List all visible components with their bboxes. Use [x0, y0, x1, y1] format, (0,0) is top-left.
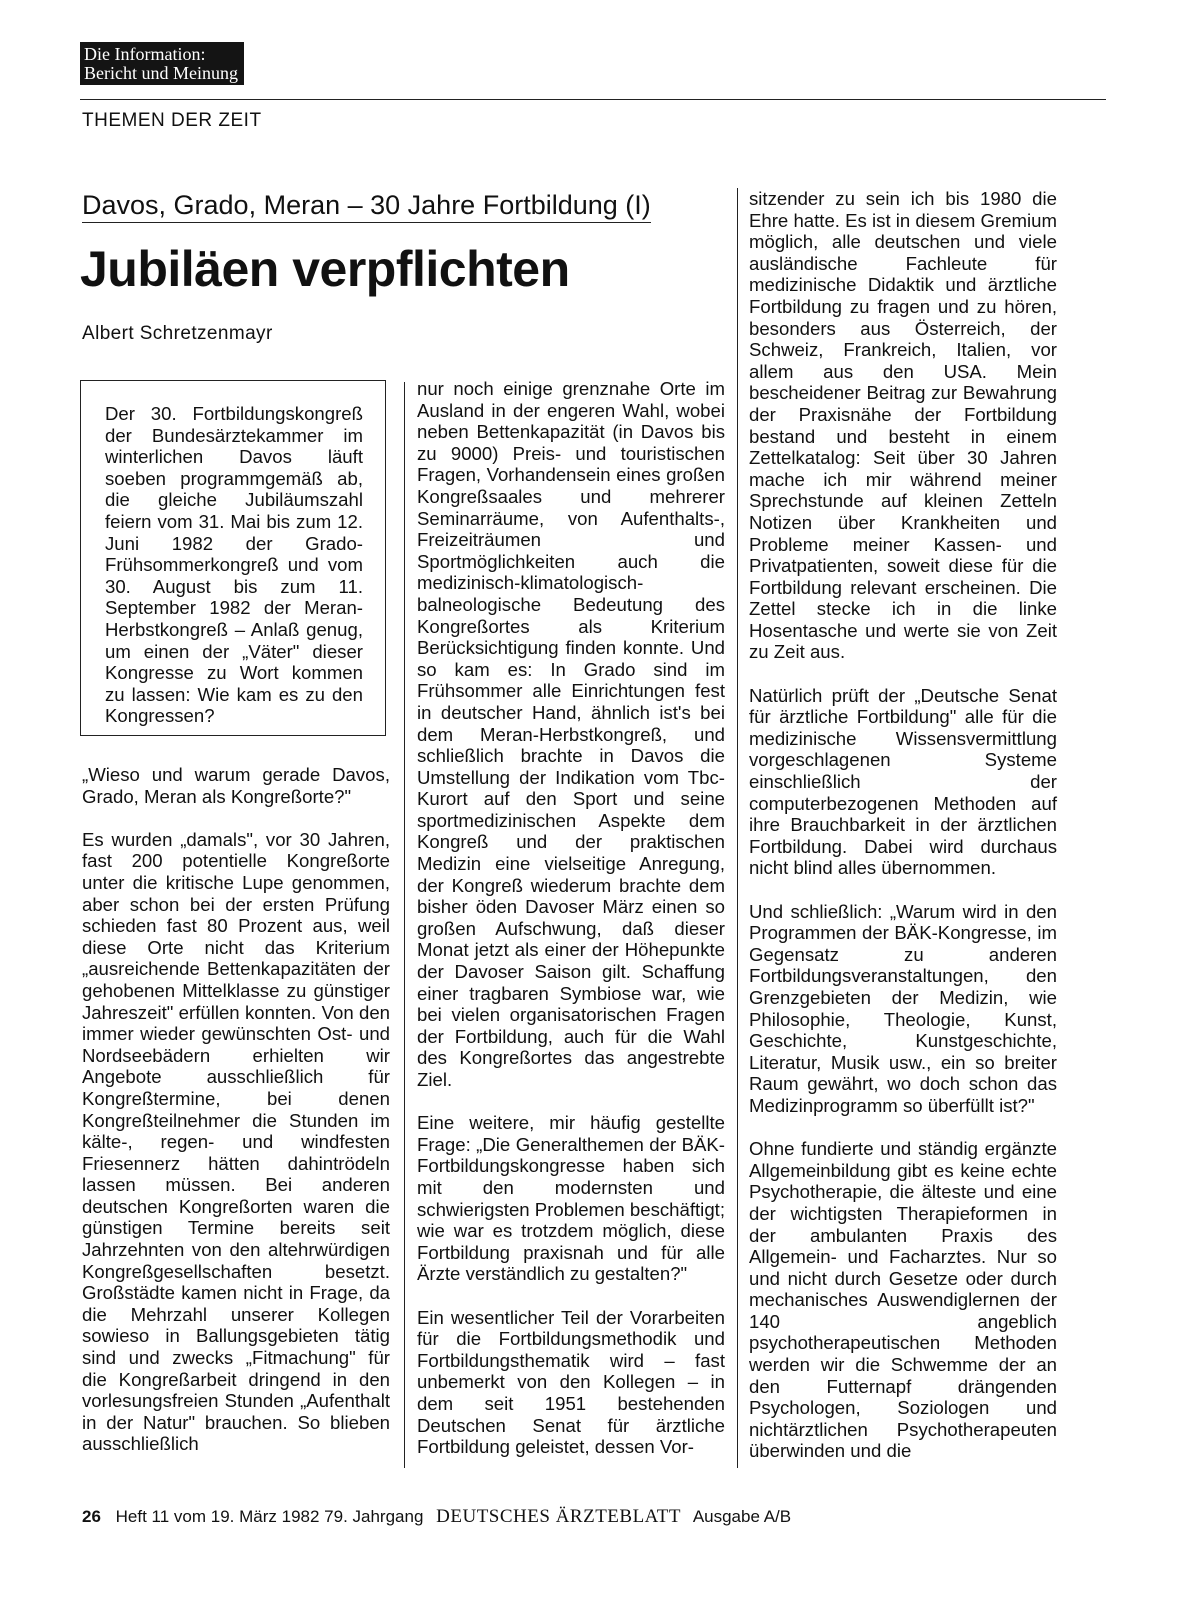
paragraph: Es wurden „damals", vor 30 Jahren, fast 200 potentielle Kongreßorte unter die kritische Lupe genommen, aber schon bei der ersten Prüfung schieden fast 80 Prozent aus, weil diese Orte nicht das Kriterium „ausreichende Bettenkapazitäten der gehobenen Mittelklasse zu günstiger Jahreszeit" erfüllen konnten. Von den immer wieder gewünschten Ost- und Nordseebädern erhielten wir Angebote ausschließlich für Kongreßtermine, bei denen Kongreßteilnehmer die Stunden im kälte-, regen- und windfesten Friesennerz hätten dahintrödeln lassen müssen. Bei anderen deutschen Kongreßorten waren die günstigen Termine bereits seit Jahrzehnten von den altehrwürdigen Kongreßgesellschaften besetzt. Großstädte kamen nicht in Frage, da die Mehrzahl unserer Kollegen sowieso in Ballungsgebieten tätig sind und zwecks „Fitmachung" für die Kongreßarbeit dringend in den vorlesungsfreien Stunden „Aufenthalt in der Natur" brauchen. So blieben ausschließlich	[82, 828, 390, 1455]
headline: Jubiläen verpflichten	[80, 241, 570, 297]
paragraph: „Wieso und warum gerade Davos, Grado, Meran als Kongreßorte?"	[82, 764, 390, 807]
rubric: THEMEN DER ZEIT	[82, 110, 262, 131]
column-2	[417, 378, 725, 1479]
paragraph: nur noch einige grenznahe Orte im Ausland in der engeren Wahl, wobei neben Bettenkapazität (in Davos bis zu 9000) Preis- und touristischen Fragen, Vorhandensein eines großen Kongreßsaales und mehrerer Seminarräume, von Aufenthalts-, Freizeiträumen und Sportmöglichkeiten auch die medizinisch-klimatologisch-balneologische Bedeutung des Kongreßortes als Kriterium Berücksichtigung finden konnte. Und so kam es: In Grado sind im Frühsommer alle Einrichtungen fest in deutscher Hand, ähnlich ist's bei dem Meran-Herbstkongreß, und schließlich brachte in Davos die Umstellung der Indikation vom Tbc-Kurort auf den Sport und seine sportmedizinischen Aspekte dem Kongreß und der praktischen Medizin eine vielseitige Anregung, der Kongreß wiederum brachte dem bisher öden Davoser März einen so großen Aufschwung, daß dieser Monat jetzt als einer der Höhepunkte der Davoser Saison gilt. Schaffung einer tragbaren Symbiose war, wie bei vielen organisatorischen Fragen der Fortbildung, auch für die Wahl des Kongreßortes das angestrebte Ziel.	[417, 378, 725, 1090]
paragraph: Ohne fundierte und ständig ergänzte Allgemeinbildung gibt es keine echte Psychotherapie, die älteste und eine der wichtigsten Therapieformen in der ambulanten Praxis des Allgemein- und Facharztes. Nur so und nicht durch Gesetze oder durch mechanisches Auswendiglernen der 140 angeblich psychotherapeutischen Methoden werden wir die Schwemme der an den Futternapf drängenden Psychologen, Soziologen und nichtärztlichen Psychotherapeuten überwinden und die	[749, 1138, 1057, 1462]
edition: Ausgabe A/B	[692, 1507, 792, 1526]
paragraph: sitzender zu sein ich bis 1980 die Ehre hatte. Es ist in diesem Gremium möglich, alle deutschen und viele ausländische Fachleute für medizinische Didaktik und ärztliche Fortbildung zu fragen und zu hören, besonders aus Österreich, der Schweiz, Frankreich, Italien, vor allem aus den USA. Mein bescheidener Beitrag zur Bewahrung der Praxisnähe der Fortbildung bestand und besteht in einem Zettelkatalog: Seit über 30 Jahren mache ich mir während meiner Sprechstunde auf kleinen Zetteln Notizen über Krankheiten und Probleme meiner Kassen- und Privatpatienten, soweit diese für die Fortbildung relevant erscheinen. Die Zettel stecke ich in die linke Hosentasche und werte sie von Zeit zu Zeit aus.	[749, 188, 1057, 663]
section-label-line-2: Bericht und Meinung	[84, 63, 238, 83]
lead-text: Der 30. Fortbildungskongreß der Bundesärztekammer im winterlichen Davos läuft soeben programmgemäß ab, die gleiche Jubiläumszahl feiern vom 31. Mai bis zum 12. Juni 1982 der Grado-Frühsommerkongreß und vom 30. August bis zum 11. September 1982 der Meran-Herbstkongreß – Anlaß genug, um einen der „Väter" dieser Kongresse zu Wort kommen zu lassen: Wie kam es zu den Kongressen?	[105, 403, 363, 727]
page-number: 26	[82, 1507, 101, 1526]
page-footer	[82, 1506, 791, 1528]
author: Albert Schretzenmayr	[82, 323, 273, 344]
journal-name: DEUTSCHES ÄRZTEBLATT	[436, 1506, 682, 1527]
column-1	[82, 764, 390, 1477]
paragraph: Ein wesentlicher Teil der Vorarbeiten für die Fortbildungsmethodik und Fortbildungsthematik wird – fast unbemerkt von den Kollegen – in dem seit 1951 bestehenden Deutschen Senat für ärztliche Fortbildung geleistet, dessen Vor-	[417, 1306, 725, 1458]
top-rule	[80, 99, 1106, 100]
paragraph: Eine weitere, mir häufig gestellte Frage: „Die Generalthemen der BÄK-Fortbildungskongresse haben sich mit den modernsten und schwierigsten Problemen beschäftigt; wie war es trotzdem möglich, diese Fortbildung praxisnah und für alle Ärzte verständlich zu gestalten?"	[417, 1112, 725, 1285]
column-3	[749, 188, 1057, 1484]
section-label	[80, 42, 244, 85]
paragraph: Natürlich prüft der „Deutsche Senat für ärztliche Fortbildung" alle für die medizinische Wissensvermittlung vorgeschlagenen Systeme einschließlich der computerbezogenen Methoden auf ihre Brauchbarkeit in der ärztlichen Fortbildung. Dabei wird durchaus nicht blind alles übernommen.	[749, 684, 1057, 879]
section-label-line-1: Die Information:	[84, 44, 206, 64]
issue-info: Heft 11 vom 19. März 1982 79. Jahrgang	[115, 1507, 424, 1526]
paragraph: Und schließlich: „Warum wird in den Programmen der BÄK-Kongresse, im Gegensatz zu anderen Fortbildungsveranstaltungen, den Grenzgebieten der Medizin, wie Philosophie, Theologie, Kunst, Geschichte, Kunstgeschichte, Literatur, Musik usw., ein so breiter Raum gewährt, wo doch schon das Medizinprogramm so überfüllt ist?"	[749, 900, 1057, 1116]
kicker: Davos, Grado, Meran – 30 Jahre Fortbildung (I)	[82, 190, 651, 223]
column-divider-1	[404, 382, 405, 1468]
column-divider-2	[737, 188, 738, 1468]
